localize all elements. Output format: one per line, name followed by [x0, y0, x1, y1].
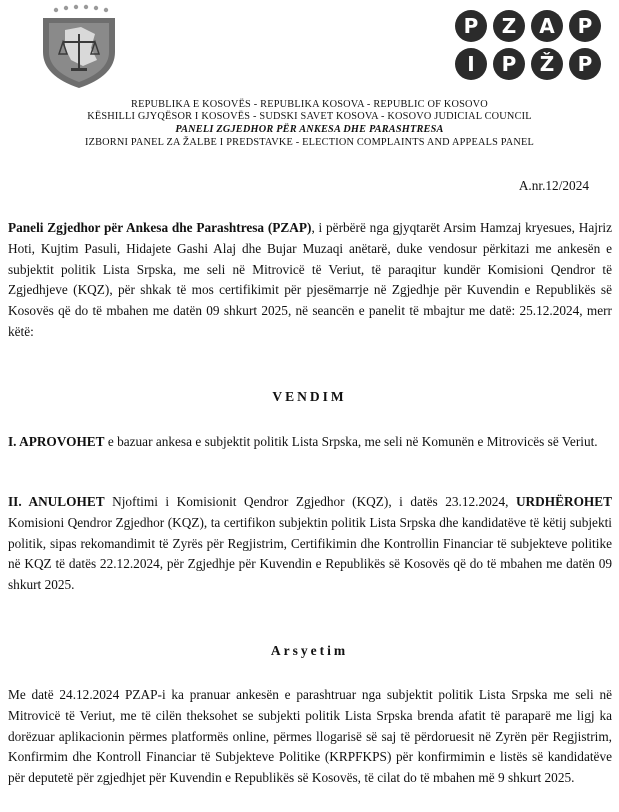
point-2-order-label: URDHËROHET: [515, 494, 612, 509]
point-1-text: e bazuar ankesa e subjektit politik Lista Srpska, me seli në Komunën e Mitrovicës së Veriut.: [104, 434, 598, 449]
logo-letter: Z: [493, 10, 525, 42]
decision-point-2: [8, 492, 612, 596]
header-panel-translations: IZBORNI PANEL ZA ŽALBE I PREDSTAVKE - ELECTION COMPLAINTS AND APPEALS PANEL: [84, 137, 535, 148]
logo-letter: P: [569, 48, 601, 80]
point-2-label: II. ANULOHET: [8, 494, 105, 509]
reasoning-paragraph: Me datë 24.12.2024 PZAP-i ka pranuar ankesën e parashtruar nga subjektit politik Lista Srpska me seli në Mitrovicë të Veriut, me të cilën theksohet se subjekti politik Lista Srpska brenda afatit të paraparë me ligj ka dorëzuar aplikacionin përmes platformës online, përmes llogarisë së saj të përdoruesit në Zyrën për Regjistrim, Konfirmim dhe Kontroll Financiar të Subjekteve Politike (KRPFKPS) për konfirmimin e listës së kandidatëve për deputetë për zgjedhjet për Kuvendin e Republikës së Kosovës, të cilat do të mbahen më 9 shkurt 2025.: [8, 687, 612, 786]
intro-text: , i përbërë nga gjyqtarët Arsim Hamzaj kryesues, Hajriz Hoti, Kujtim Pasuli, Hidajete Gashi Alaj dhe Bujar Muzaqi anëtarë, duke vendosur përkitazi me ankesën e subjektit politik Lista Srpska, me seli në Mitrovicë të Veriut, të paraqitur kundër Komisioni Qendror të Zgjedhjeve (KQZ), për shkak të mos certifikimit për pjesëmarrje në Zgjedhje për Kuvendin e Republikës së Kosovës që do të mbahen me datën 09 shkurt 2025, në seancën e panelit të mbajtur me datë: 25.12.2024, merr këtë:: [8, 220, 612, 339]
point-1-label: I. APROVOHET: [8, 434, 105, 449]
logo-letter: P: [569, 10, 601, 42]
point-2-text-b: Komisioni Qendror Zgjedhor (KQZ), ta certifikon subjektin politik Lista Srpska dhe kandidatëve të këtij subjekti politik, sipas rekomandimit të Zyrës për Regjistrim, Certifikimin dhe Kontrollin Financiar të subjekteve politike në KQZ të datës 22.12.2024, për Zgjedhje për Kuvendin e Republikës së Kosovës që do të mbahen me datën 09 shkurt 2025.: [8, 514, 612, 593]
logo-letter: P: [455, 10, 487, 42]
reasoning-heading: Arsyetim: [270, 643, 349, 658]
point-2-text-a: Njoftimi i Komisionit Qendror Zgjedhor (KQZ), i datës 23.12.2024,: [104, 494, 516, 509]
header-republic-line: REPUBLIKA E KOSOVËS - REPUBLIKA KOSOVA - REPUBLIC OF KOSOVO: [131, 99, 488, 110]
header-panel-name: PANELI ZGJEDHOR PËR ANKESA DHE PARASHTRESA: [175, 124, 444, 135]
decision-heading: VENDIM: [272, 389, 347, 404]
decision-point-1: [8, 432, 612, 453]
pzap-logo: [455, 10, 605, 80]
logo-letter: Ž: [531, 48, 563, 80]
header-council-line: KËSHILLI GJYQËSOR I KOSOVËS - SUDSKI SAVET KOSOVA - KOSOVO JUDICIAL COUNCIL: [87, 111, 532, 122]
judicial-council-emblem-icon: [35, 4, 123, 90]
document-header: [0, 0, 619, 170]
logo-letter: I: [455, 48, 487, 80]
panel-name-lead: Paneli Zgjedhor për Ankesa dhe Parashtresa (PZAP): [8, 220, 312, 235]
logo-letter: P: [493, 48, 525, 80]
intro-paragraph: [8, 218, 612, 343]
logo-letter: A: [531, 10, 563, 42]
case-number: A.nr.12/2024: [518, 178, 589, 193]
